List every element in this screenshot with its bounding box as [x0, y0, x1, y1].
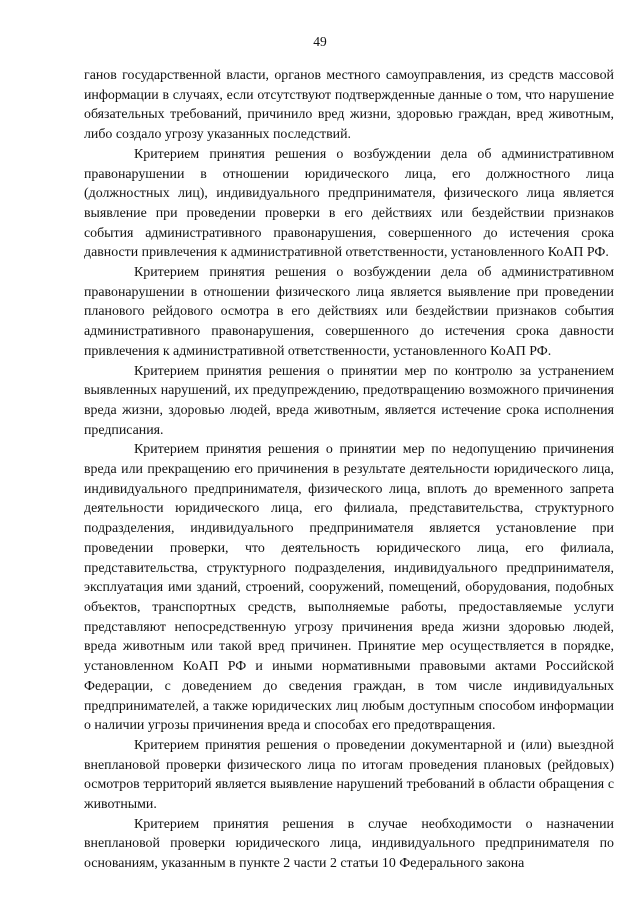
paragraph: Критерием принятия решения о принятии мер по контролю за устранением выявленных нарушений, их предупреждению, предотвращению возможного причинения вреда жизни, здоровью людей, вреда животным, является истечение срока исполнения предписания.	[84, 363, 614, 438]
paragraph: Критерием принятия решения о проведении документарной и (или) выездной внеплановой проверки физического лица по итогам проведения плановых (рейдовых) осмотров территорий является выявление нарушений требований в области обращения с животными.	[84, 737, 614, 813]
document-body	[84, 66, 614, 874]
page-number: 49	[313, 34, 327, 49]
paragraph-continuation: ганов государственной власти, органов местного самоуправления, из средств массовой информации в случаях, если отсутствуют подтвержденные данные о том, что нарушение обязательных требований, причинило вред жизни, здоровью граждан, вред животным, либо создало угрозу указанных последствий.	[84, 68, 614, 143]
paragraph: Критерием принятия решения о возбуждении дела об административном правонарушении в отношении юридического лица, его должностного лица (должностных лиц), индивидуального предпринимателя, физического лица является выявление при проведении проверки в его действиях или бездействии признаков события административного правонарушения, совершенного до истечения срока давности привлечения к административной ответственности, установленного КоАП РФ.	[84, 146, 614, 261]
paragraph: Критерием принятия решения о принятии мер по недопущению причинения вреда или прекращению его причинения в результате деятельности юридического лица, индивидуального предпринимателя, физического лица, вплоть до временного запрета деятельности юридического лица, его филиала, представительства, структурного подразделения, индивидуального предпринимателя является установление при проведении проверки, что деятельность юридического лица, его филиала, представительства, структурного подразделения, индивидуального предпринимателя, эксплуатация ими зданий, строений, сооружений, помещений, оборудования, подобных объектов, транспортных средств, выполняемые работы, предоставляемые услуги представляют непосредственную угрозу причинения вреда жизни здоровью людей, вреда животным или такой вред причинен. Принятие мер осуществляется в порядке, установленном КоАП РФ и иными нормативными правовыми актами Российской Федерации, с доведением до сведения граждан, в том числе индивидуальных предпринимателей, а также юридических лиц любым доступным способом информации о наличии угрозы причинения вреда и способах его предотвращения.	[84, 442, 614, 734]
paragraph: Критерием принятия решения в случае необходимости о назначении внеплановой проверки юридического лица, индивидуального предпринимателя по основаниям, указанным в пункте 2 части 2 статьи 10 Федерального закона	[84, 816, 614, 872]
paragraph: Критерием принятия решения о возбуждении дела об административном правонарушении в отношении физического лица является выявление при проведении планового рейдового осмотра в его действиях или бездействии признаков события административного правонарушения, совершенного до истечения срока давности привлечения к административной ответственности, установленного КоАП РФ.	[84, 265, 614, 359]
